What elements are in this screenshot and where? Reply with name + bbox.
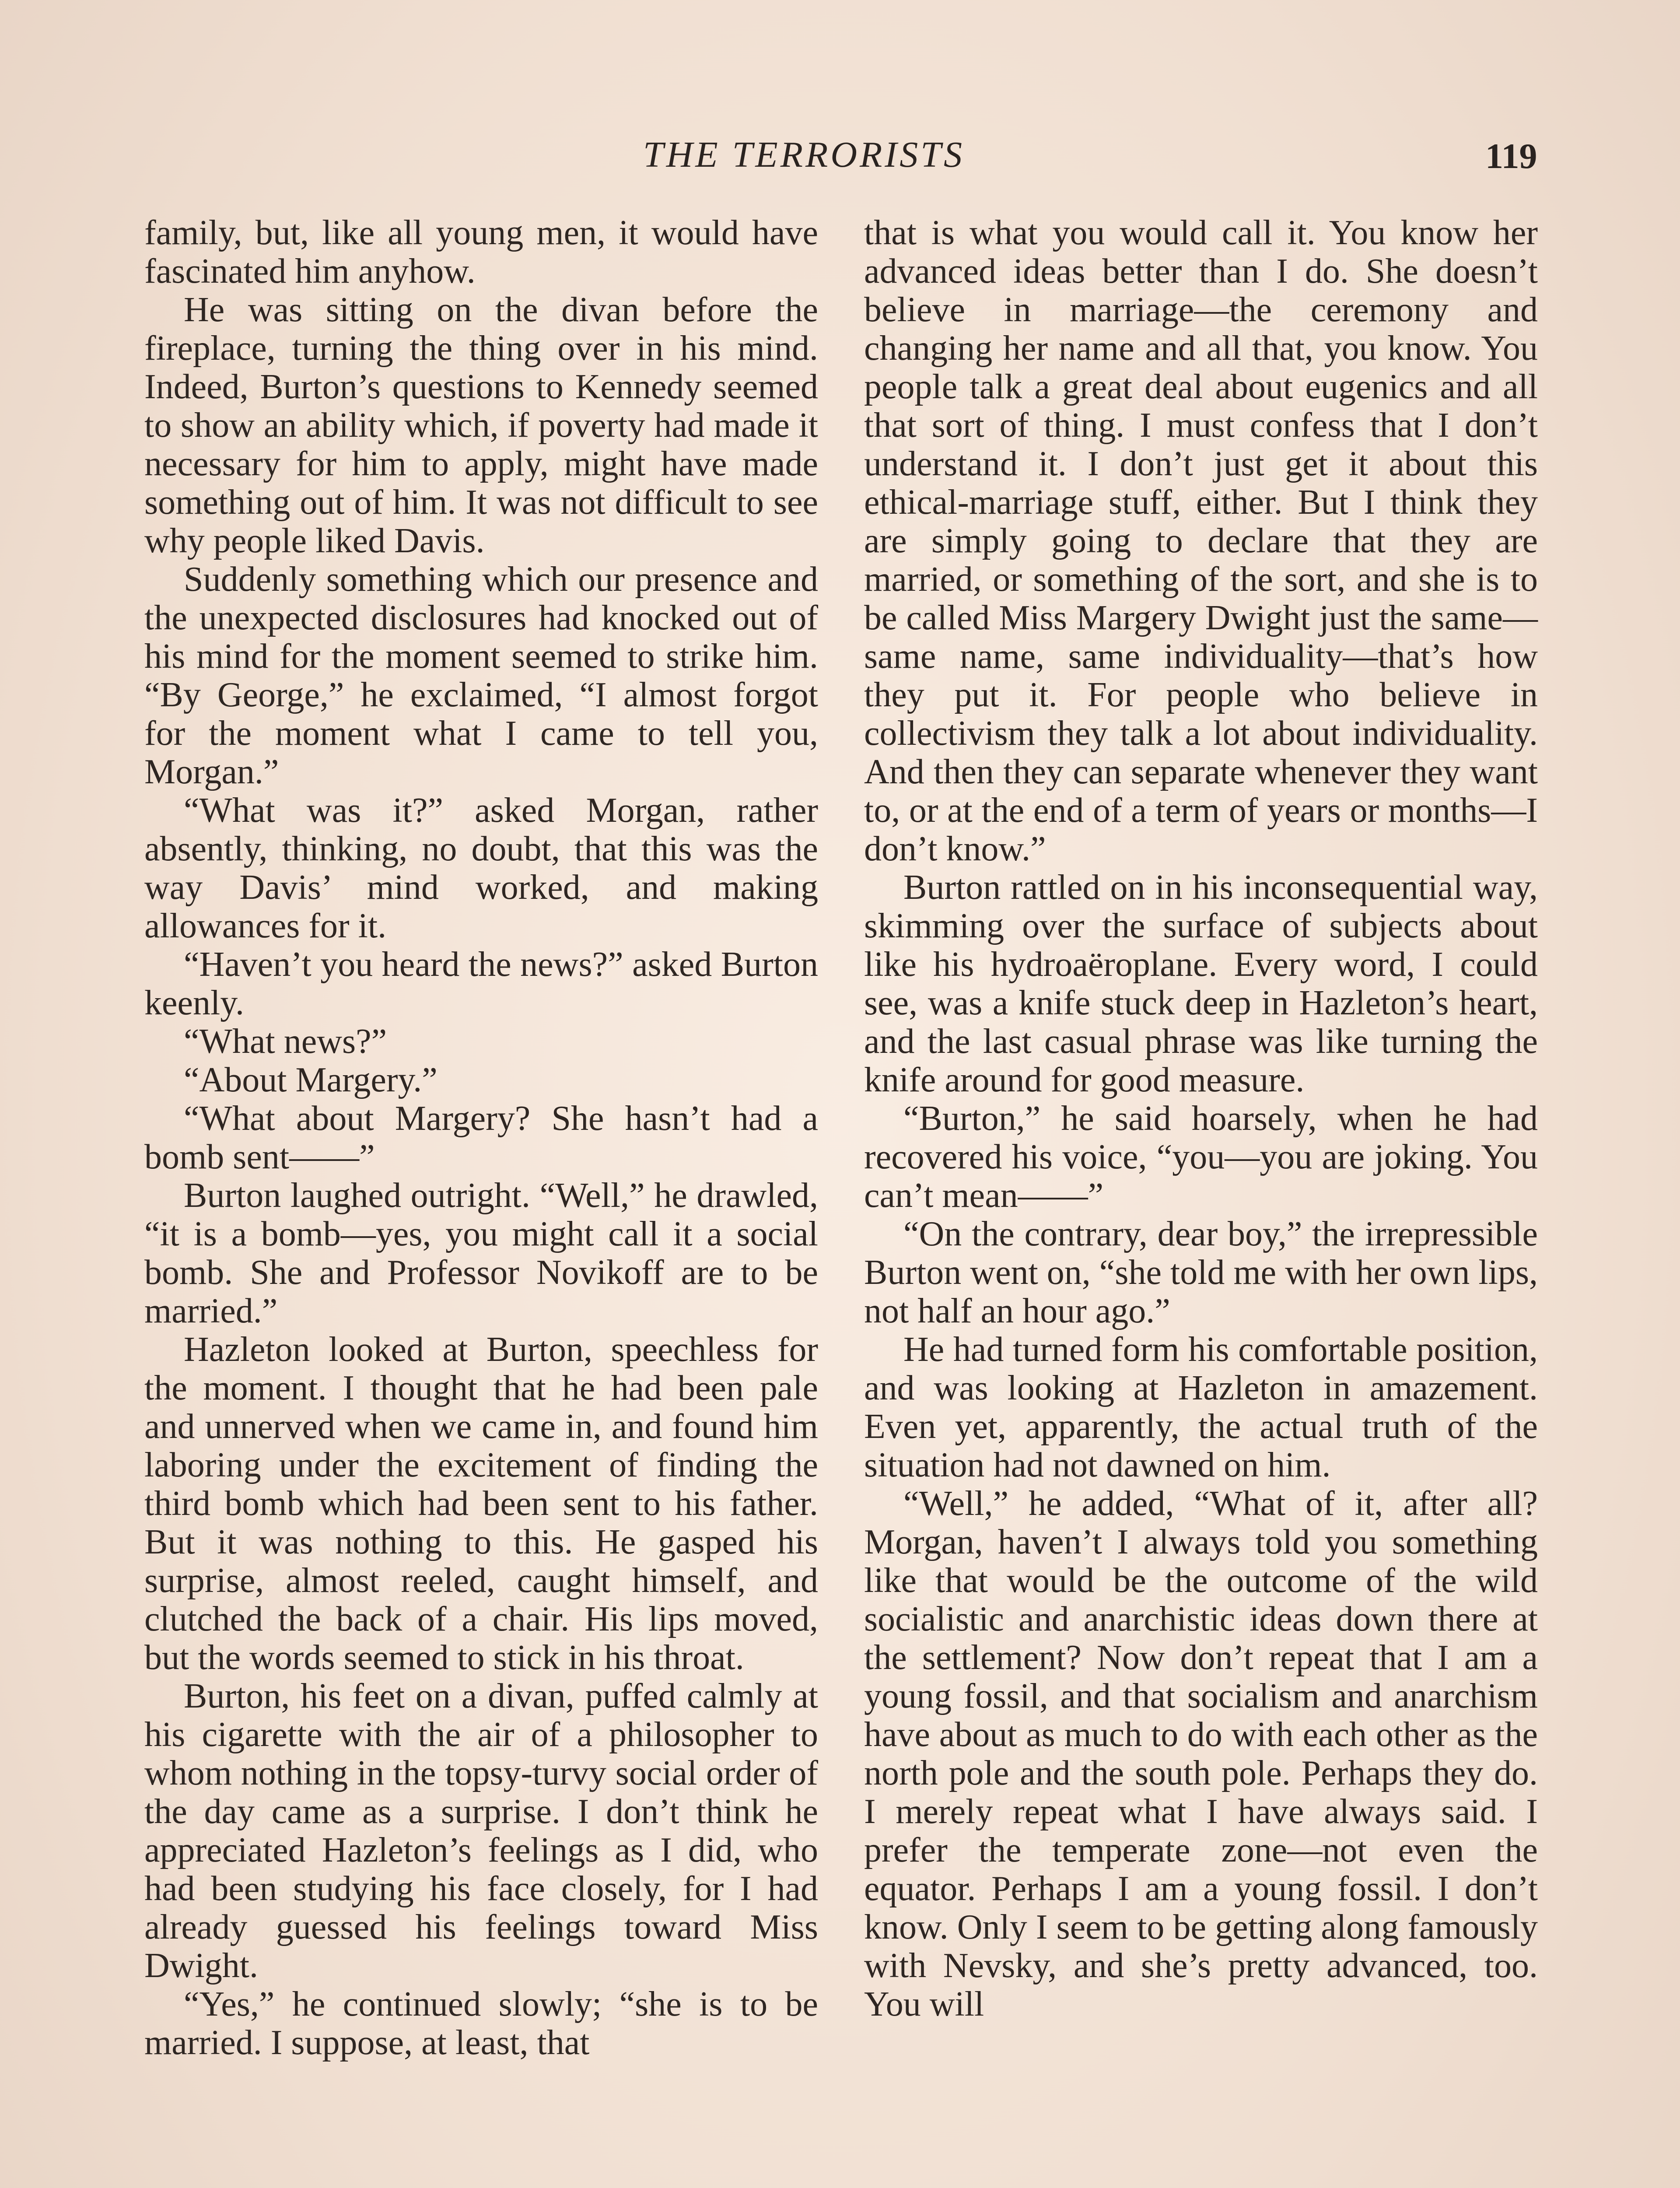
paragraph: Burton laughed outright. “Well,” he drawled, “it is a bomb—yes, you might call it a social bomb. She and Professor Novikoff are to be married.”: [144, 1176, 818, 1330]
paragraph: Burton rattled on in his inconsequential way, skimming over the surface of subjects about like his hydroaëroplane. Every word, I could see, was a knife stuck deep in Hazleton’s heart, and the last casual phrase was like turning the knife around for good measure.: [864, 868, 1538, 1099]
paragraph: that is what you would call it. You know her advanced ideas better than I do. She doesn’t believe in marriage—the ceremony and changing her name and all that, you know. You people talk a great deal about eugenics and all that sort of thing. I must confess that I don’t understand it. I don’t just get it about this ethical-marriage stuff, either. But I think they are simply going to declare that they are married, or something of the sort, and she is to be called Miss Margery Dwight just the same—same name, same individuality—that’s how they put it. For people who believe in collectivism they talk a lot about individuality. And then they can separate whenever they want to, or at the end of a term of years or months—I don’t know.”: [864, 214, 1538, 868]
paragraph: “What was it?” asked Morgan, rather absently, thinking, no doubt, that this was the way Davis’ mind worked, and making allowances for it.: [144, 791, 818, 945]
paragraph: “About Margery.”: [184, 1061, 438, 1099]
paragraph: Hazleton looked at Burton, speechless for the moment. I thought that he had been pale and unnerved when we came in, and found him laboring under the excitement of finding the third bomb which had been sent to his father. But it was nothing to this. He gasped his surprise, almost reeled, caught himself, and clutched the back of a chair. His lips moved, but the words seemed to stick in his throat.: [144, 1330, 818, 1677]
page-number: 119: [1485, 136, 1537, 176]
left-column: [144, 214, 818, 2062]
paragraph: family, but, like all young men, it would have fascinated him anyhow.: [144, 214, 818, 291]
right-column: [864, 214, 1538, 2023]
paragraph: “What news?”: [184, 1022, 387, 1061]
paragraph: “Haven’t you heard the news?” asked Burton keenly.: [144, 945, 818, 1022]
paragraph: He had turned form his comfortable position, and was looking at Hazleton in amazement. Even yet, apparently, the actual truth of the situation had not dawned on him.: [864, 1330, 1538, 1484]
paragraph: “What about Margery? She hasn’t had a bomb sent——”: [144, 1099, 818, 1176]
paragraph: Suddenly something which our presence and the unexpected disclosures had knocked out of his mind for the moment seemed to strike him. “By George,” he exclaimed, “I almost forgot for the moment what I came to tell you, Morgan.”: [144, 560, 818, 791]
paragraph: Burton, his feet on a divan, puffed calmly at his cigarette with the air of a philosopher to whom nothing in the topsy-turvy social order of the day came as a surprise. I don’t think he appreciated Hazleton’s feelings as I did, who had been studying his face closely, for I had already guessed his feelings toward Miss Dwight.: [144, 1677, 818, 1985]
paragraph: “Burton,” he said hoarsely, when he had recovered his voice, “you—you are joking. You can’t mean——”: [864, 1099, 1538, 1215]
running-title: THE TERRORISTS: [643, 134, 965, 175]
paragraph: He was sitting on the divan before the fireplace, turning the thing over in his mind. Indeed, Burton’s questions to Kennedy seemed to show an ability which, if poverty had made it necessary for him to apply, might have made something out of him. It was not difficult to see why people liked Davis.: [144, 291, 818, 560]
paragraph: “Well,” he added, “What of it, after all? Morgan, haven’t I always told you something like that would be the outcome of the wild socialistic and anarchistic ideas down there at the settlement? Now don’t repeat that I am a young fossil, and that socialism and anarchism have about as much to do with each other as the north pole and the south pole. Perhaps they do. I merely repeat what I have always said. I prefer the temperate zone—not even the equator. Perhaps I am a young fossil. I don’t know. Only I seem to be getting along famously with Nevsky, and she’s pretty advanced, too. You will: [864, 1484, 1538, 2023]
paragraph: “Yes,” he continued slowly; “she is to be married. I suppose, at least, that: [144, 1985, 818, 2062]
paragraph: “On the contrary, dear boy,” the irrepressible Burton went on, “she told me with her own lips, not half an hour ago.”: [864, 1215, 1538, 1330]
